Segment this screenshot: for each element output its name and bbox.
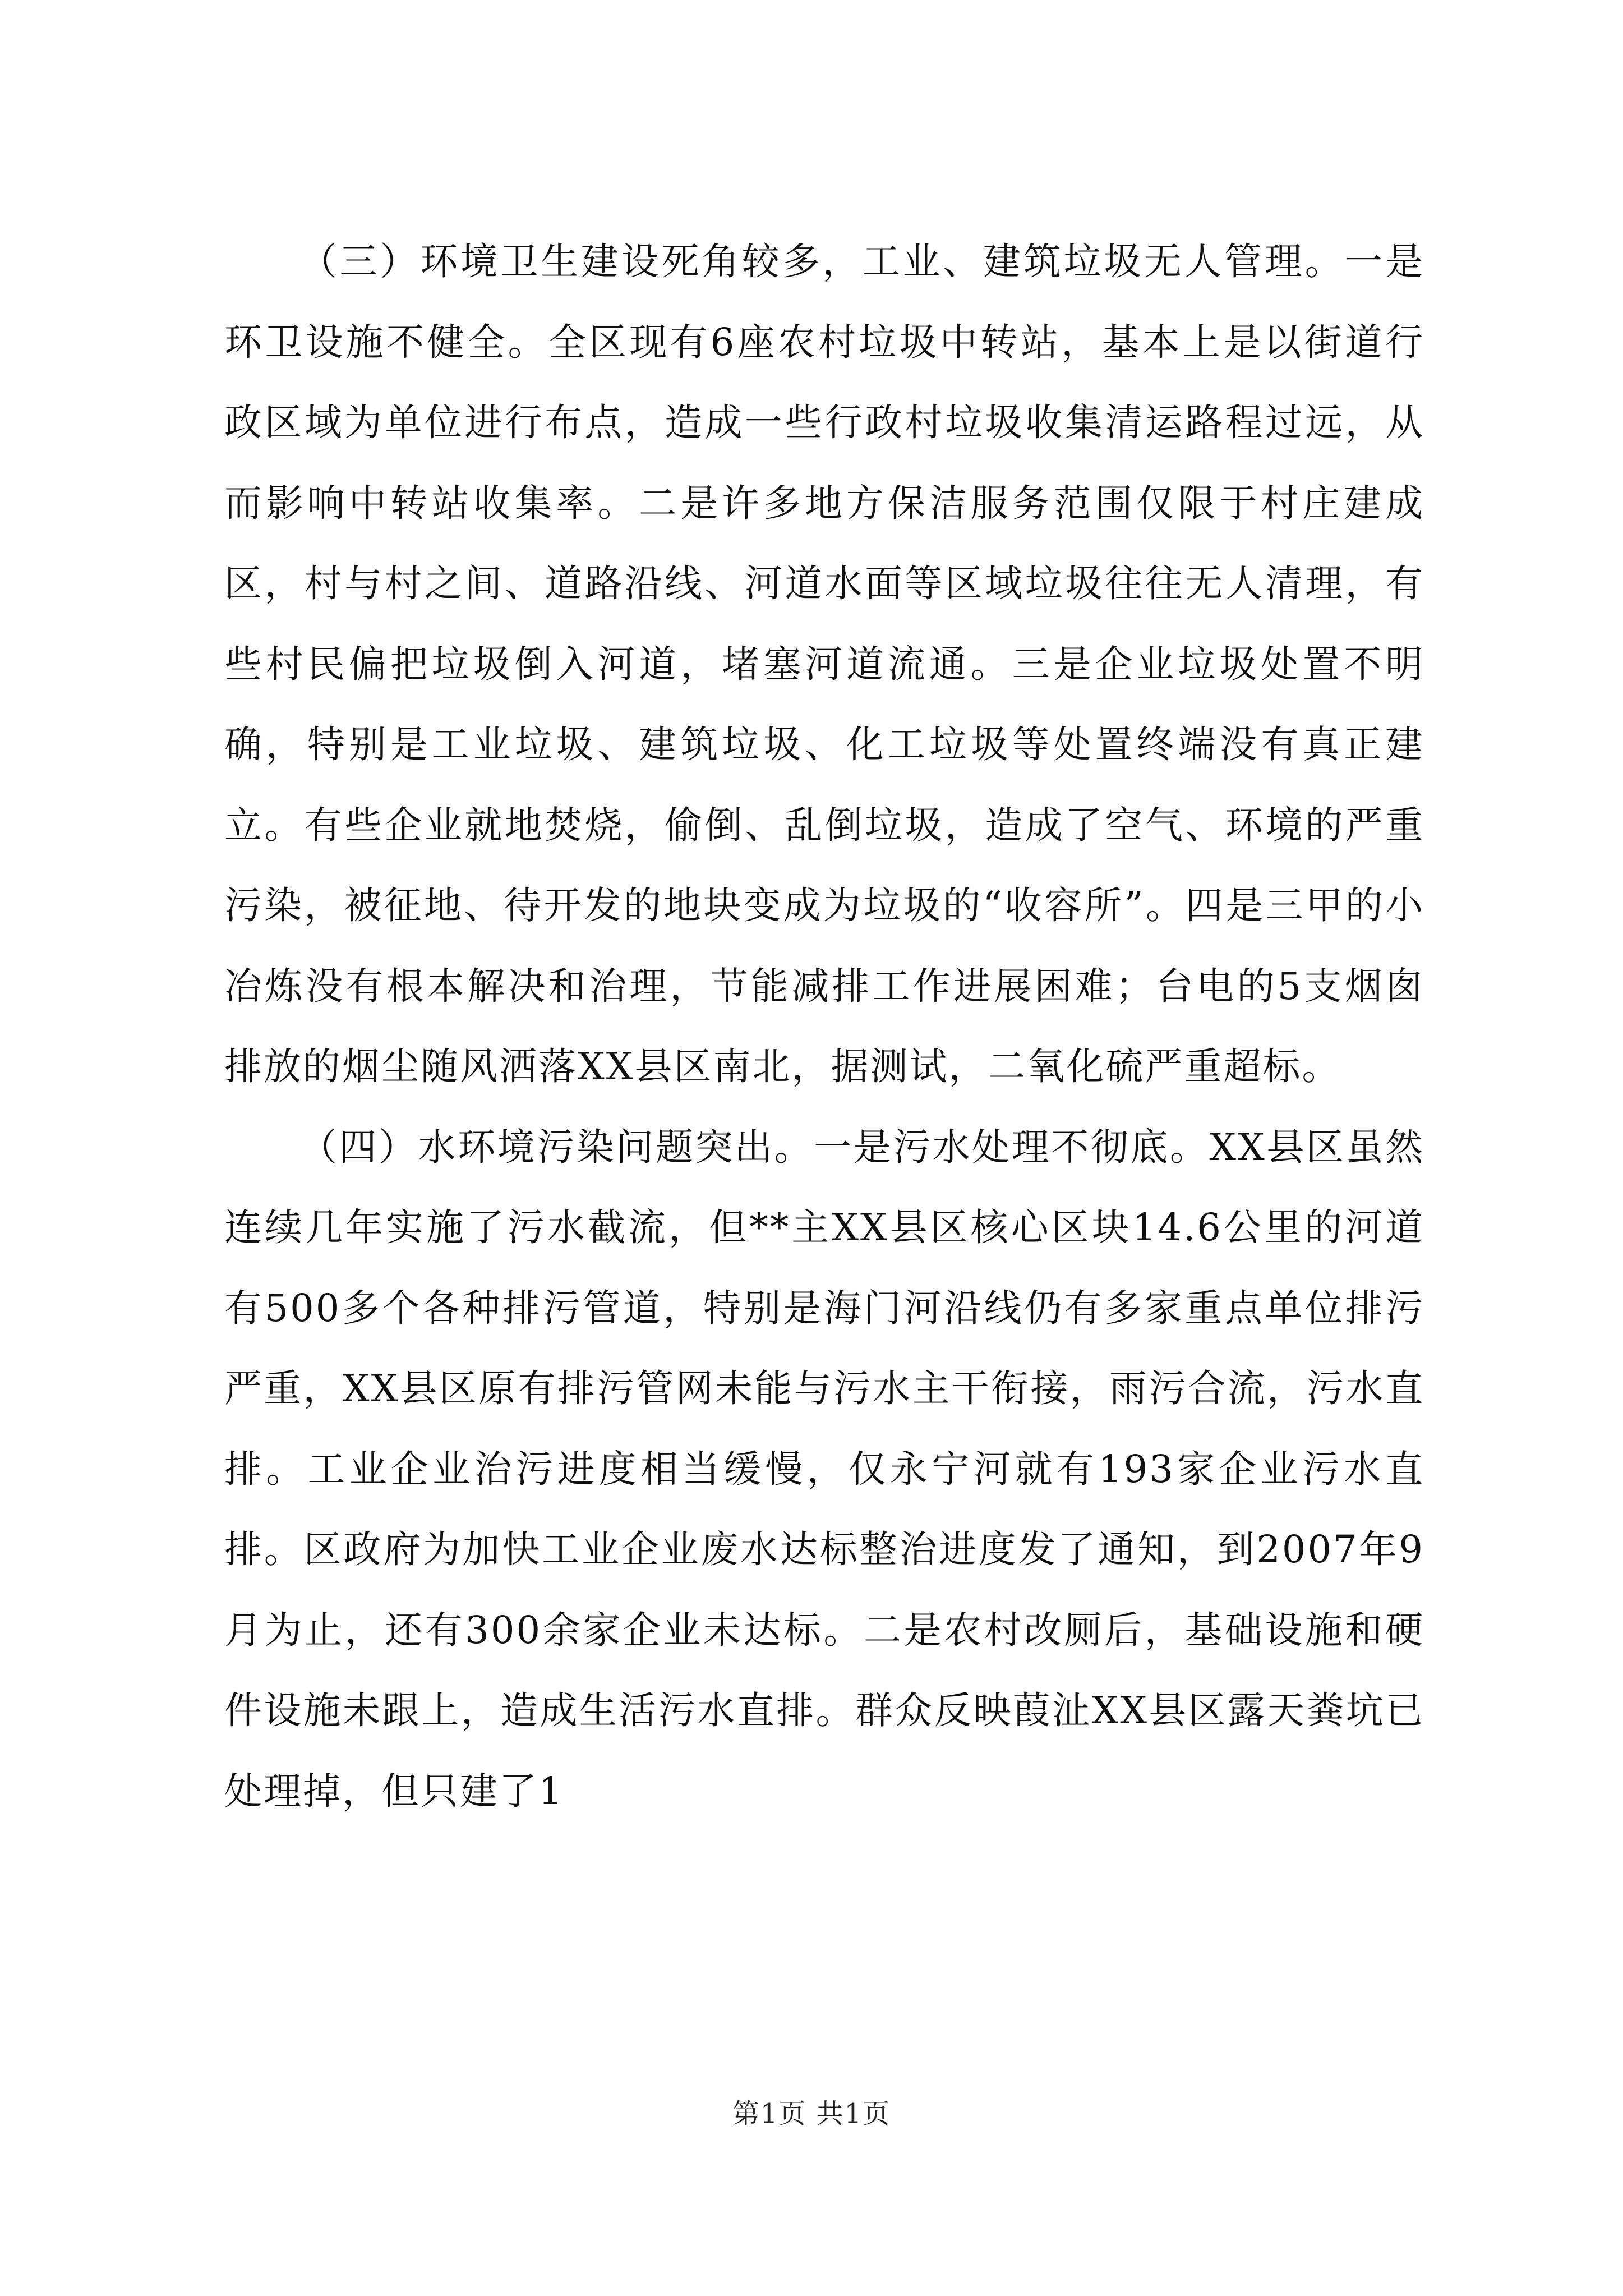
page-footer: 第1页 共1页 bbox=[732, 2098, 891, 2129]
document-body bbox=[224, 222, 1424, 1832]
paragraph-water-pollution: （四）水环境污染问题突出。一是污水处理不彻底。XX县区虽然连续几年实施了污水截流，但**主XX县区核心区块14.6公里的河道有500多个各种排污管道，特别是海门河沿线仍有多家重点单位排污严重，XX县区原有排污管网未能与污水主干衔接，雨污合流，污水直排。工业企业治污进度相当缓慢，仅永宁河就有193家企业污水直排。区政府为加快工业企业废水达标整治进度发了通知，到2007年9月为止，还有300余家企业未达标。二是农村改厕后，基础设施和硬件设施未跟上，造成生活污水直排。群众反映葭沚XX县区露天粪坑已处理掉，但只建了1 bbox=[224, 1125, 1424, 1813]
paragraph-environmental-sanitation: （三）环境卫生建设死角较多，工业、建筑垃圾无人管理。一是环卫设施不健全。全区现有6座农村垃圾中转站，基本上是以街道行政区域为单位进行布点，造成一些行政村垃圾收集清运路程过远，从而影响中转站收集率。二是许多地方保洁服务范围仅限于村庄建成区，村与村之间、道路沿线、河道水面等区域垃圾往往无人清理，有些村民偏把垃圾倒入河道，堵塞河道流通。三是企业垃圾处置不明确，特别是工业垃圾、建筑垃圾、化工垃圾等处置终端没有真正建立。有些企业就地焚烧，偷倒、乱倒垃圾，造成了空气、环境的严重污染，被征地、待开发的地块变成为垃圾的“收容所”。四是三甲的小冶炼没有根本解决和治理，节能减排工作进展困难；台电的5支烟囱排放的烟尘随风洒落XX县区南北，据测试，二氧化硫严重超标。 bbox=[224, 240, 1424, 1088]
